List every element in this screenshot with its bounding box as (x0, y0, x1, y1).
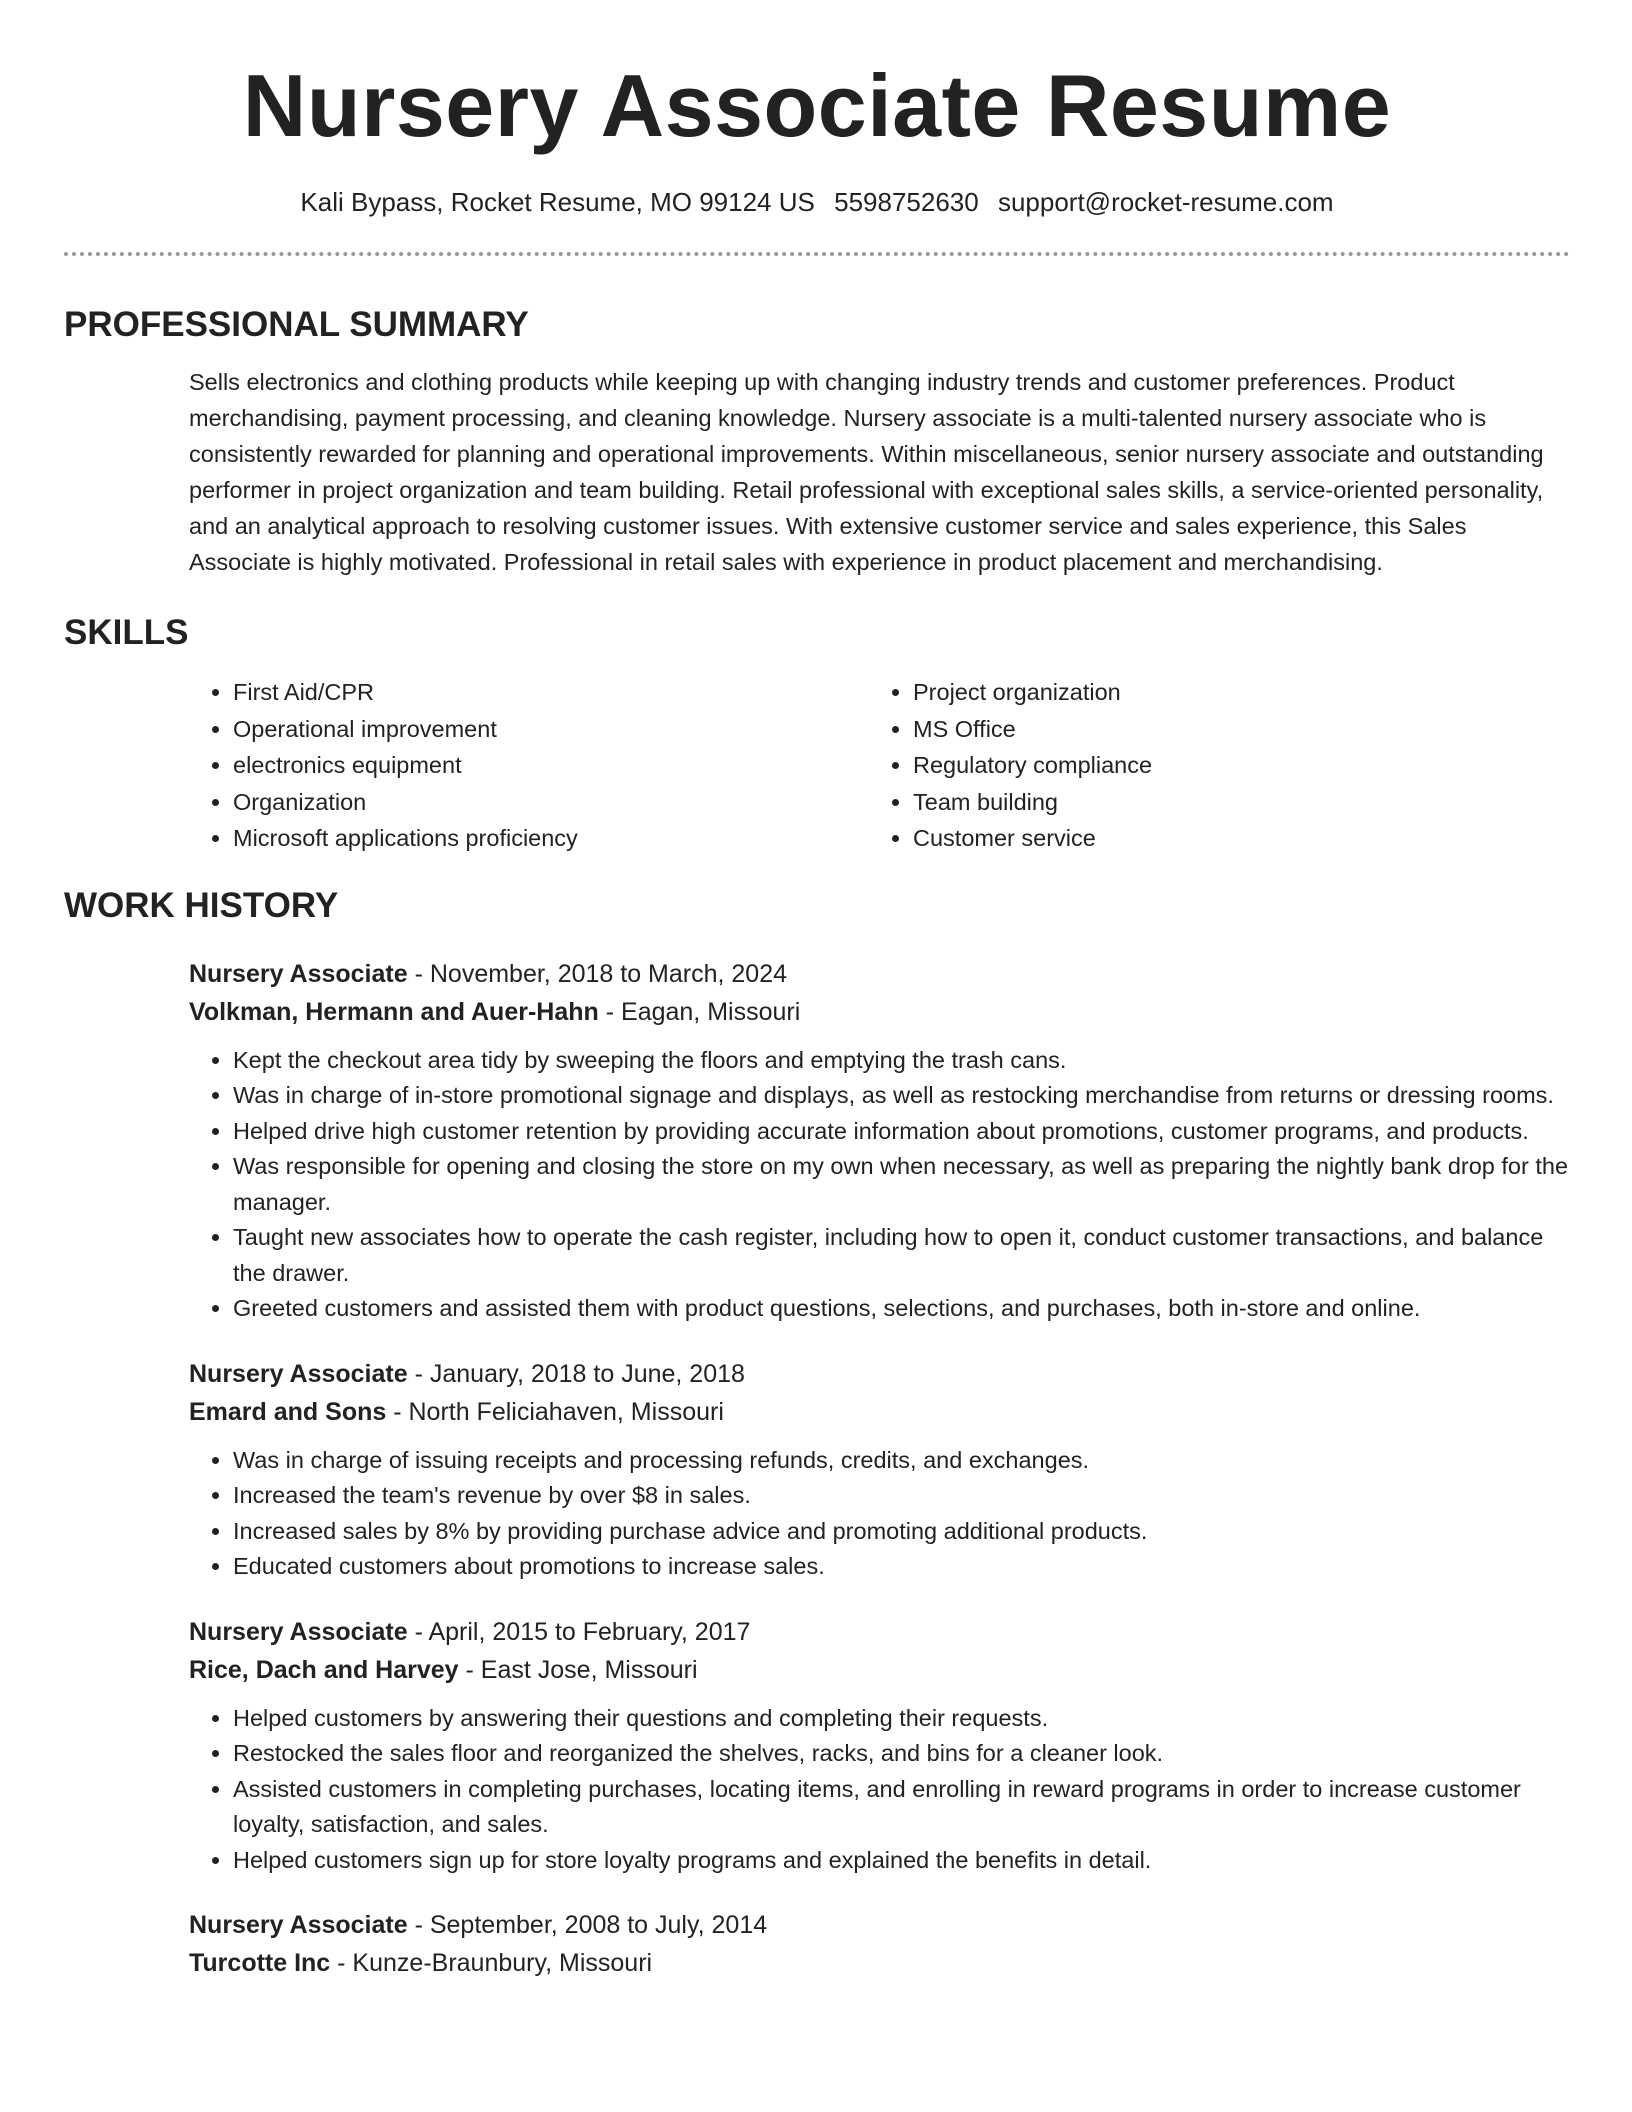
job-title: Nursery Associate (189, 1359, 408, 1388)
skill-item: • Organization (233, 784, 869, 821)
skill-item: • Team building (913, 784, 1513, 821)
job-bullet: • Was responsible for opening and closing the store on my own when necessary, as well as preparing the nightly bank drop for the manager. (233, 1149, 1570, 1220)
contact-phone: 5598752630 (834, 187, 979, 217)
job-location: - East Jose, Missouri (458, 1655, 698, 1684)
job-title-line (189, 1355, 1570, 1393)
job-company: Volkman, Hermann and Auer-Hahn (189, 997, 599, 1026)
skill-item: • Project organization (913, 674, 1513, 711)
resume-page (64, 0, 1570, 1982)
job-title-line (189, 1613, 1570, 1651)
job-bullet-list (189, 1701, 1570, 1879)
job-bullet: • Greeted customers and assisted them with product questions, selections, and purchases, both in-store and online. (233, 1291, 1570, 1327)
job-title: Nursery Associate (189, 1911, 408, 1939)
job-company-line (189, 993, 1570, 1031)
job-title-line (189, 1906, 1570, 1944)
job-bullet-list (189, 1043, 1570, 1327)
section-title-summary: PROFESSIONAL SUMMARY (64, 305, 529, 344)
skill-item: • Operational improvement (233, 711, 869, 748)
job-location: - North Feliciahaven, Missouri (386, 1397, 724, 1426)
job-bullet: • Helped customers by answering their questions and completing their requests. (233, 1701, 1570, 1737)
job-dates: - November, 2018 to March, 2024 (407, 959, 788, 988)
skill-item: • Regulatory compliance (913, 747, 1513, 784)
skill-item: • electronics equipment (233, 747, 869, 784)
skill-item: • Microsoft applications proficiency (233, 820, 869, 857)
section-title-work-history: WORK HISTORY (64, 885, 339, 925)
job-bullet: • Taught new associates how to operate the cash register, including how to open it, conduct customer transactions, and balance the drawer. (233, 1220, 1570, 1291)
skills-grid (189, 674, 1570, 857)
job-bullet: • Helped customers sign up for store loyalty programs and explained the benefits in detail. (233, 1843, 1570, 1879)
job-entry (189, 1355, 1570, 1585)
contact-address: Kali Bypass, Rocket Resume, MO 99124 US (300, 187, 815, 217)
job-bullet: • Was in charge of in-store promotional signage and displays, as well as restocking merchandise from returns or dressing rooms. (233, 1078, 1570, 1114)
skills-list-left (189, 674, 869, 857)
job-company-line (189, 1944, 1570, 1982)
job-dates: - January, 2018 to June, 2018 (407, 1359, 745, 1388)
job-entry (189, 1613, 1570, 1879)
job-bullet: • Restocked the sales floor and reorganized the shelves, racks, and bins for a cleaner look. (233, 1736, 1570, 1772)
job-title: Nursery Associate (189, 959, 408, 988)
job-company-line (189, 1651, 1570, 1689)
job-company: Emard and Sons (189, 1397, 387, 1426)
job-bullet-list (189, 1443, 1570, 1585)
job-entry (189, 1906, 1570, 1982)
job-location: - Eagan, Missouri (598, 997, 801, 1026)
job-bullet: • Increased the team's revenue by over $8 in sales. (233, 1478, 1570, 1514)
job-title: Nursery Associate (189, 1617, 408, 1646)
job-entry (189, 955, 1570, 1327)
header-divider (64, 252, 1570, 256)
section-title-skills: SKILLS (64, 613, 189, 652)
job-bullet: • Increased sales by 8% by providing purchase advice and promoting additional products. (233, 1514, 1570, 1550)
job-location: - Kunze-Braunbury, Missouri (330, 1949, 653, 1977)
skills-list-right (869, 674, 1513, 857)
resume-title: Nursery Associate Resume (242, 56, 1392, 155)
job-dates: - September, 2008 to July, 2014 (407, 1911, 768, 1939)
job-company: Rice, Dach and Harvey (189, 1655, 459, 1684)
job-dates: - April, 2015 to February, 2017 (407, 1617, 751, 1646)
skill-item: • MS Office (913, 711, 1513, 748)
job-bullet: • Helped drive high customer retention by providing accurate information about promotions, customer programs, and products. (233, 1114, 1570, 1150)
contact-line (64, 184, 1570, 220)
job-bullet: • Educated customers about promotions to increase sales. (233, 1549, 1570, 1585)
job-bullet: • Kept the checkout area tidy by sweeping the floors and emptying the trash cans. (233, 1043, 1570, 1079)
job-bullet: • Was in charge of issuing receipts and processing refunds, credits, and exchanges. (233, 1443, 1570, 1479)
contact-email[interactable]: support@rocket-resume.com (997, 187, 1334, 217)
job-bullet: • Assisted customers in completing purchases, locating items, and enrolling in reward programs in order to increase customer loyalty, satisfaction, and sales. (233, 1772, 1570, 1843)
skill-item: • First Aid/CPR (233, 674, 869, 711)
job-title-line (189, 955, 1570, 993)
summary-text: Sells electronics and clothing products while keeping up with changing industry trends and customer preferences. Product merchandising, payment processing, and cleaning knowledge. Nursery associate is a multi-talented nursery associate who is consistently rewarded for planning and operational improvements. Within miscellaneous, senior nursery associate and outstanding performer in project organization and team building. Retail professional with exceptional sales skills, a service-oriented personality, and an analytical approach to resolving customer issues. With extensive customer service and sales experience, this Sales Associate is highly motivated. Professional in retail sales with experience in product placement and merchandising. (189, 369, 1544, 575)
skill-item: • Customer service (913, 820, 1513, 857)
job-company-line (189, 1393, 1570, 1431)
job-company: Turcotte Inc (189, 1949, 331, 1977)
